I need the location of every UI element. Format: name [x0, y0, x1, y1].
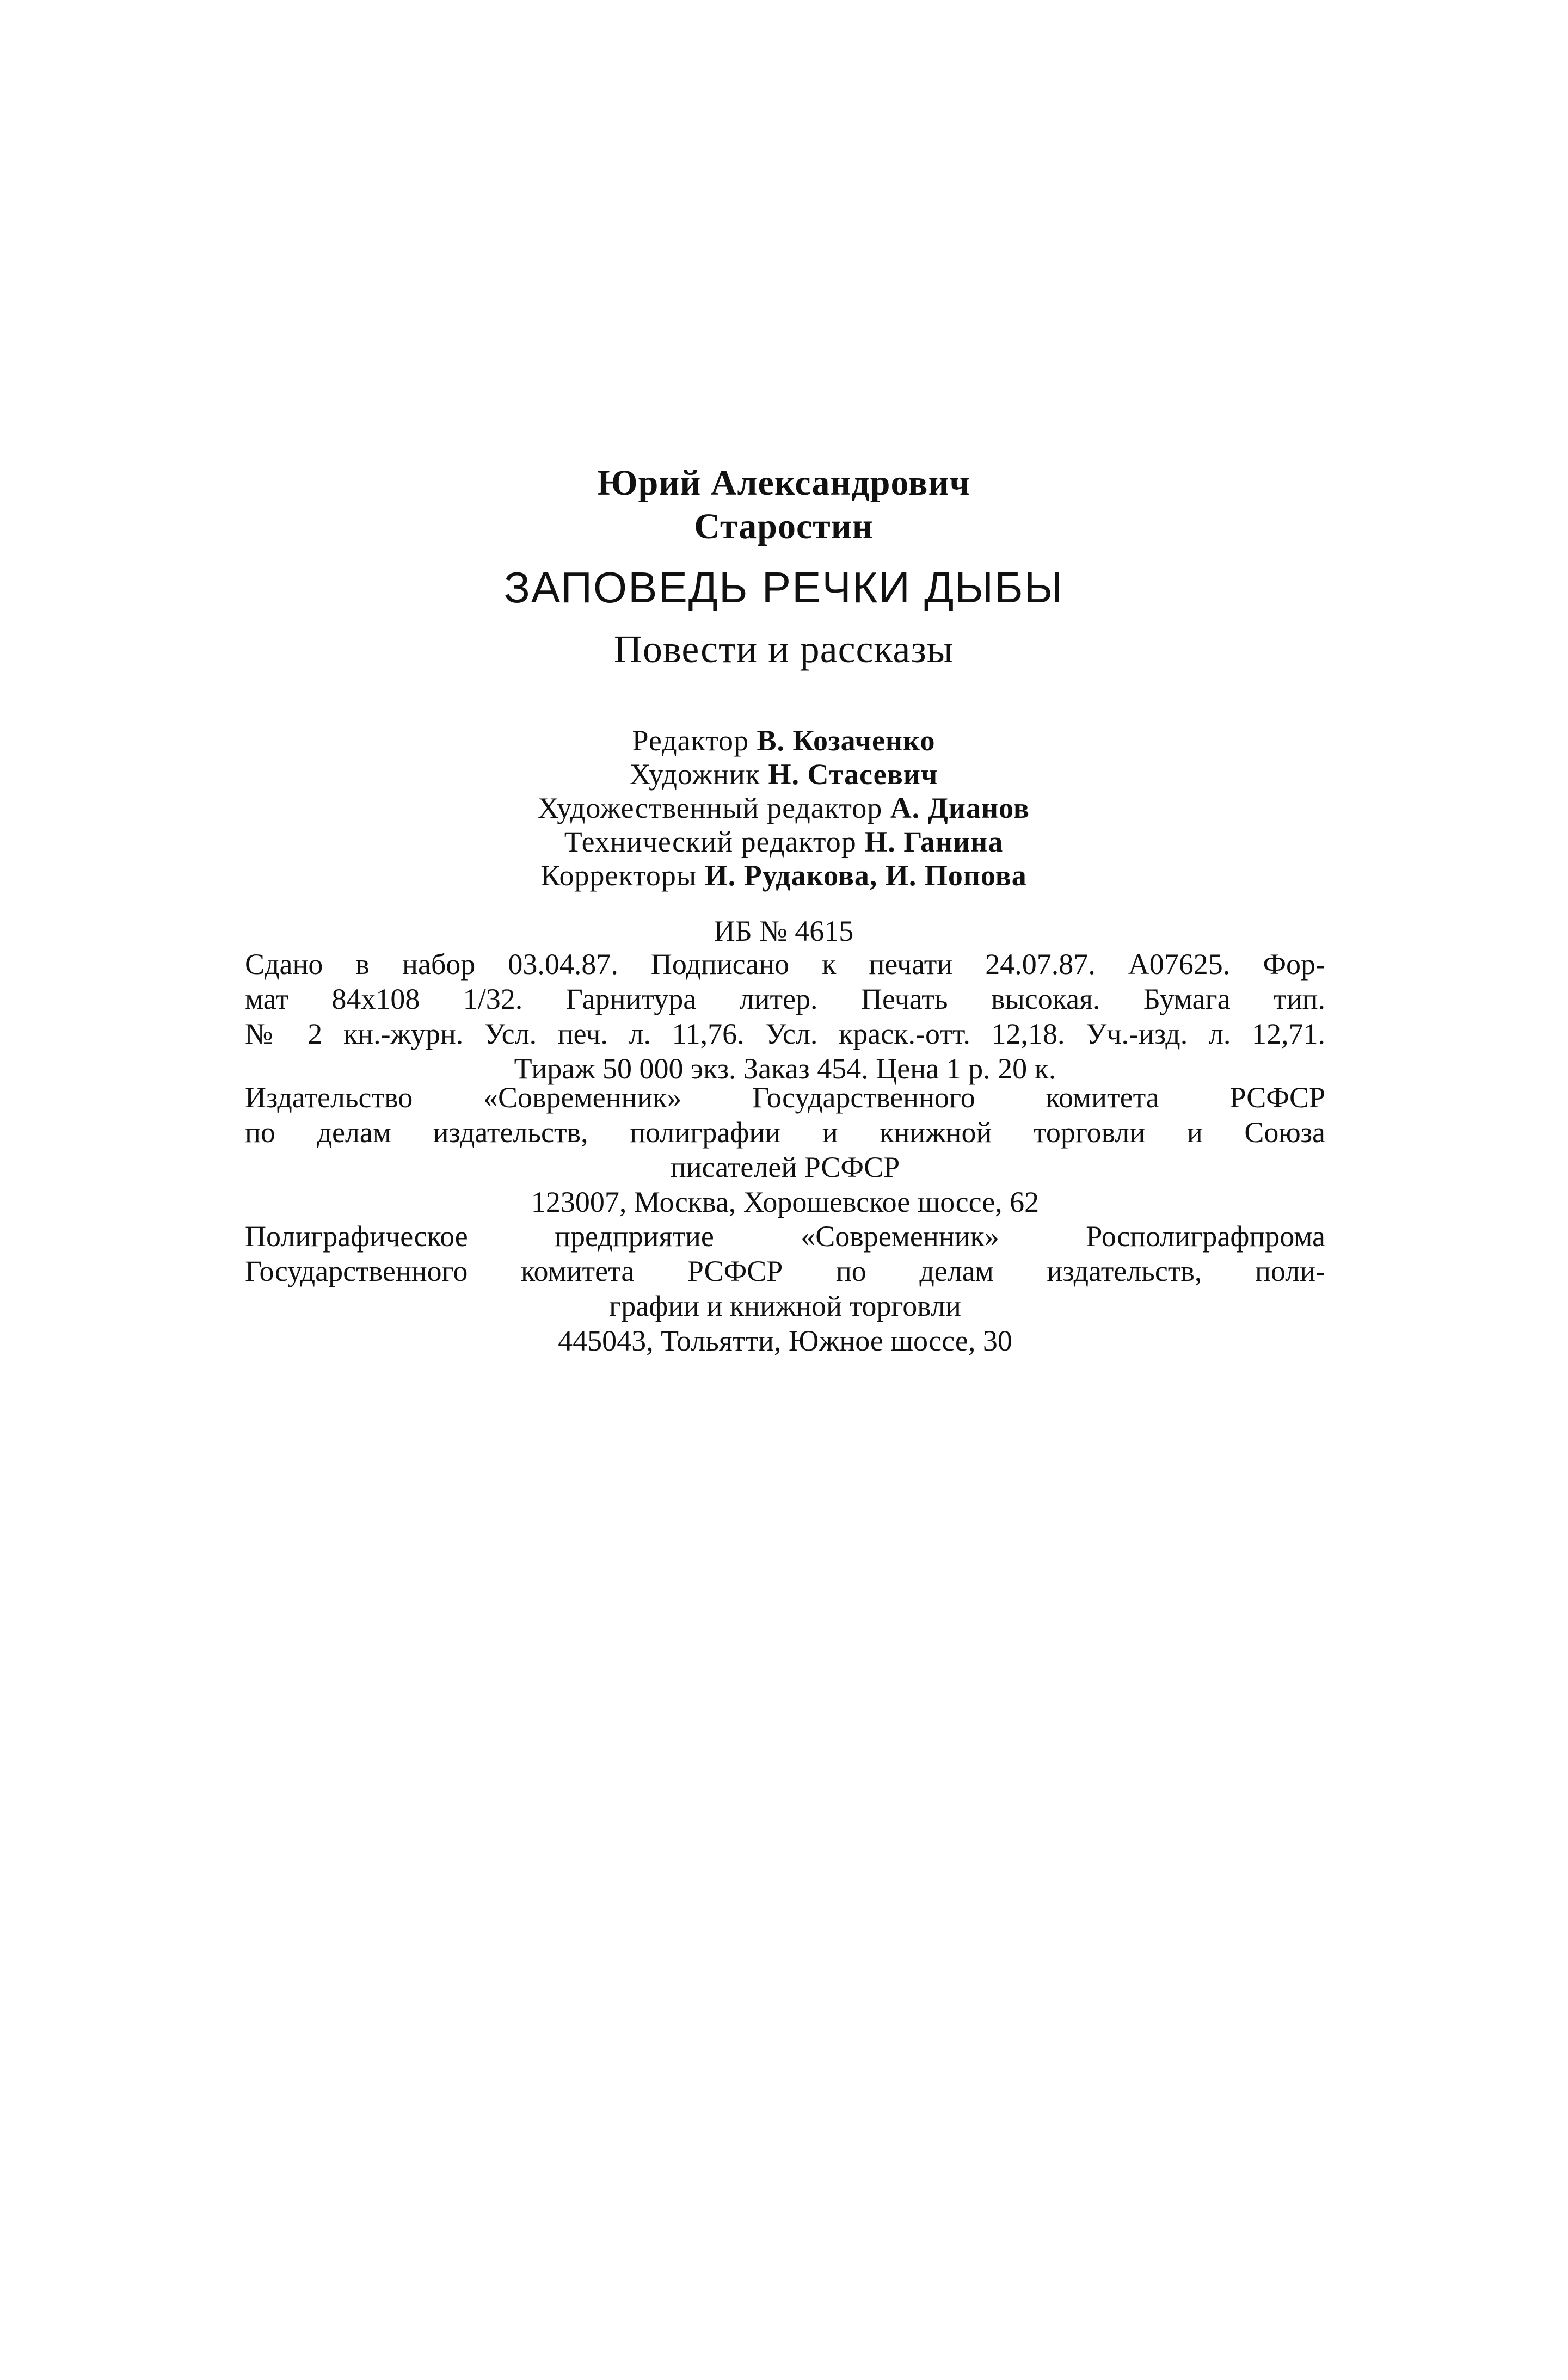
printer-line: Государственного комитета РСФСР по делам издательств, поли- — [245, 1255, 1325, 1287]
credit-artist — [245, 757, 1323, 791]
credit-role: Технический редактор — [564, 825, 857, 858]
printer-address: 445043, Тольятти, Южное шоссе, 30 — [558, 1324, 1012, 1357]
credit-art-editor — [245, 791, 1323, 825]
print-info-line: Тираж 50 000 экз. Заказ 454. Цена 1 р. 20 к. — [514, 1052, 1056, 1085]
credit-role: Художественный редактор — [538, 792, 883, 824]
publisher-line: по делам издательств, полиграфии и книжной торговли и Союза — [245, 1116, 1325, 1149]
credit-technical-editor — [245, 825, 1323, 859]
credit-person: В. Козаченко — [757, 724, 936, 757]
printer-line: графии и книжной торговли — [609, 1290, 961, 1322]
credit-editor — [245, 724, 1323, 757]
print-info-line: мат 84х108 1/32. Гарнитура литер. Печать высокая. Бумага тип. — [245, 983, 1325, 1015]
publisher-info — [245, 1080, 1325, 1219]
ib-number: ИБ № 4615 — [714, 915, 854, 947]
credit-person: И. Рудакова, И. Попова — [704, 859, 1027, 892]
author-last-name: Старостин — [694, 507, 874, 546]
author-name — [245, 461, 1323, 548]
credit-role: Художник — [629, 758, 761, 791]
publisher-line: Издательство «Современник» Государственного комитета РСФСР — [245, 1081, 1325, 1114]
credit-person: Н. Стасевич — [768, 758, 938, 791]
credit-person: Н. Ганина — [864, 825, 1004, 858]
author-first-name: Юрий Александрович — [597, 463, 970, 503]
book-title: ЗАПОВЕДЬ РЕЧКИ ДЫБЫ — [503, 563, 1064, 612]
print-info-line: Сдано в набор 03.04.87. Подписано к печати 24.07.87. А07625. Фор- — [245, 948, 1325, 981]
publisher-address: 123007, Москва, Хорошевское шоссе, 62 — [531, 1186, 1040, 1218]
credit-proofreaders — [245, 859, 1323, 892]
print-info-line: № 2 кн.-журн. Усл. печ. л. 11,76. Усл. краск.-отт. 12,18. Уч.-изд. л. 12,71. — [245, 1018, 1325, 1050]
credits-list — [245, 724, 1323, 892]
credit-role: Редактор — [632, 724, 749, 757]
printer-line: Полиграфическое предприятие «Современник» Росполиграфпрома — [245, 1220, 1325, 1253]
credit-person: А. Дианов — [890, 792, 1030, 824]
publisher-line: писателей РСФСР — [670, 1151, 900, 1183]
book-subtitle: Повести и рассказы — [613, 627, 954, 671]
printer-info — [245, 1219, 1325, 1358]
credit-role: Корректоры — [540, 859, 697, 892]
print-info — [245, 947, 1325, 1086]
